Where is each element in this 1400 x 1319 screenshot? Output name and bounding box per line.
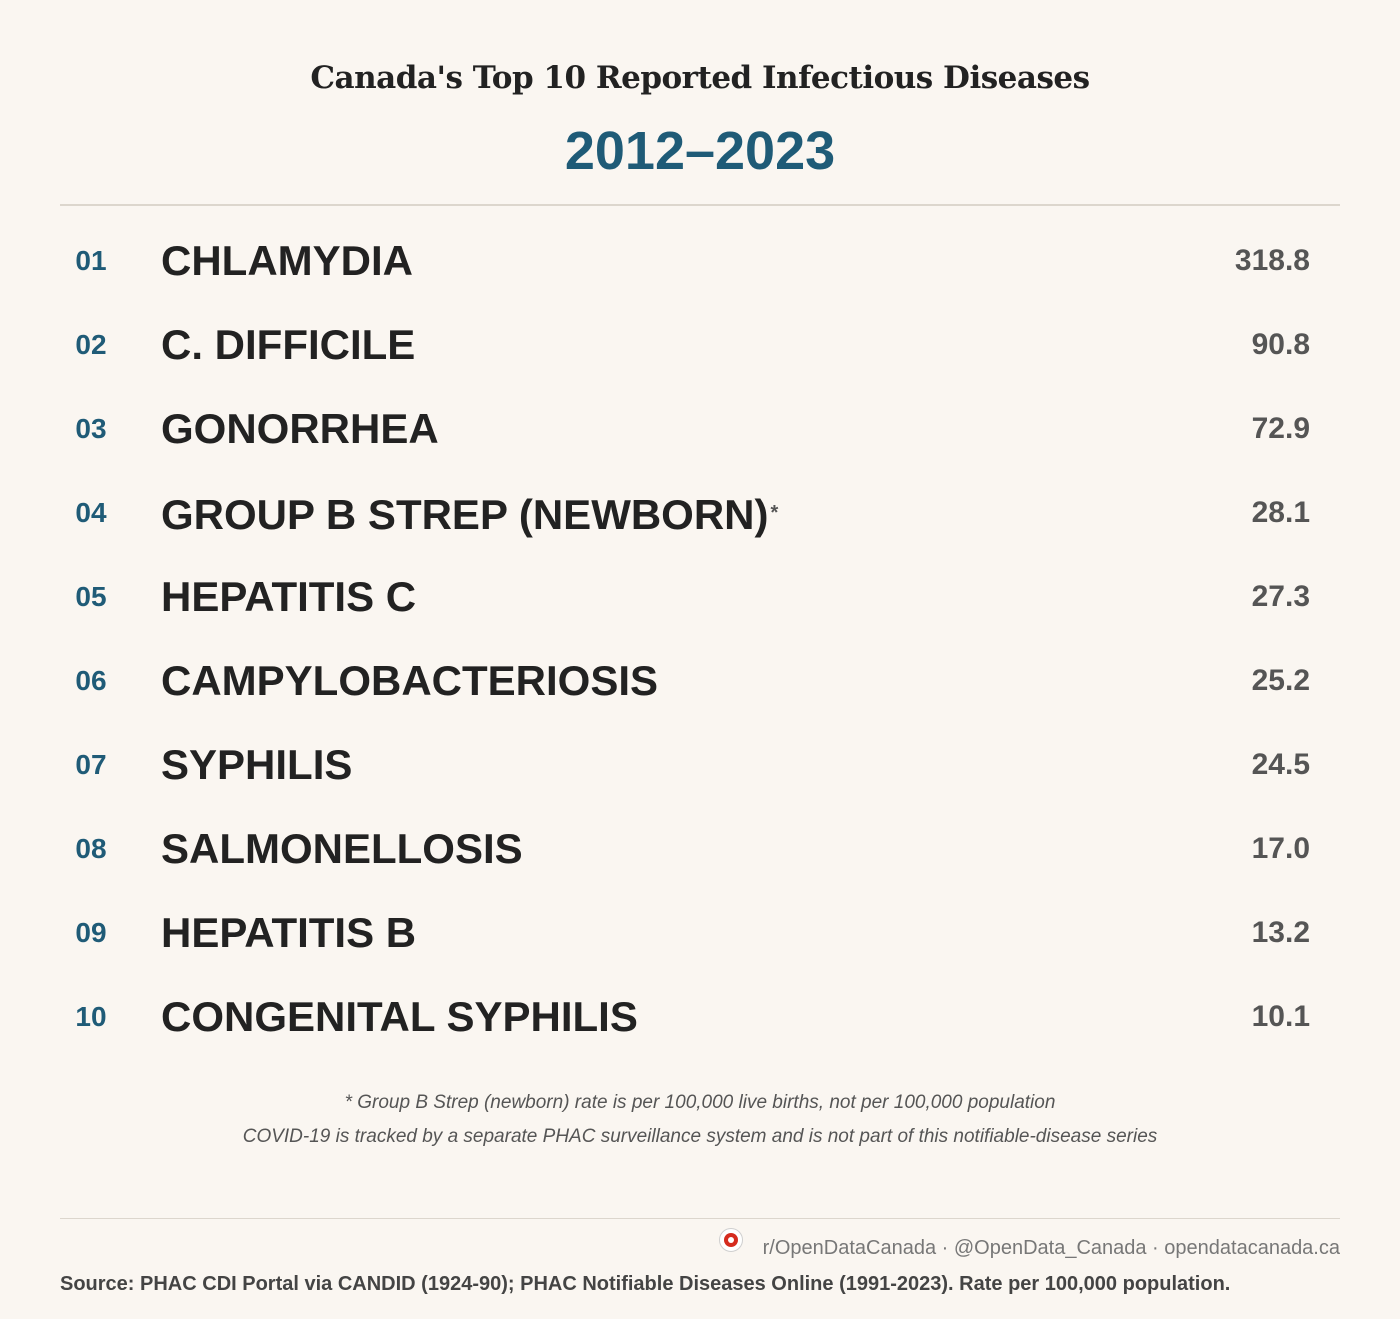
rank-number: 04 xyxy=(75,497,107,528)
table-row xyxy=(0,975,1400,1059)
rank-number: 03 xyxy=(75,413,107,444)
source-line: Source: PHAC CDI Portal via CANDID (1924-90); PHAC Notifiable Diseases Online (1991-2023). Rate per 100,000 population. xyxy=(60,1273,1231,1295)
disease-name-text: SALMONELLOSIS xyxy=(161,825,523,872)
disease-name xyxy=(161,471,778,555)
rate-value: 17.0 xyxy=(1251,832,1310,865)
rank-number: 10 xyxy=(75,1001,107,1032)
rank-number: 09 xyxy=(75,917,107,948)
rank-number: 06 xyxy=(75,665,107,696)
footnote-group-b-strep: * Group B Strep (newborn) rate is per 100,000 live births, not per 100,000 population xyxy=(344,1092,1056,1113)
table-row xyxy=(0,723,1400,807)
disease-name-text: CHLAMYDIA xyxy=(161,237,413,284)
rate-value: 318.8 xyxy=(1234,244,1310,277)
disease-name xyxy=(161,807,523,891)
chart-title: Canada's Top 10 Reported Infectious Diseases xyxy=(310,60,1090,96)
disease-name xyxy=(161,387,439,471)
table-row xyxy=(0,555,1400,639)
disease-name-text: SYPHILIS xyxy=(161,741,353,788)
disease-name-text: CAMPYLOBACTERIOSIS xyxy=(161,657,659,704)
rank-number: 05 xyxy=(75,581,107,612)
disease-name xyxy=(161,639,658,723)
rate-value: 13.2 xyxy=(1251,916,1310,949)
footnote-marker: * xyxy=(770,502,779,524)
disease-name-text: CONGENITAL SYPHILIS xyxy=(161,993,638,1040)
disease-name-text: C. DIFFICILE xyxy=(161,321,416,368)
credits-text: r/OpenDataCanada · @OpenData_Canada · opendatacanada.ca xyxy=(762,1236,1340,1259)
rate-value: 10.1 xyxy=(1251,1000,1310,1033)
table-row xyxy=(0,471,1400,555)
rate-value: 25.2 xyxy=(1251,664,1310,697)
table-row xyxy=(0,639,1400,723)
disease-name xyxy=(161,723,352,807)
canada-maple-logo-icon xyxy=(719,1228,743,1252)
disease-name xyxy=(161,219,413,303)
rate-value: 72.9 xyxy=(1251,412,1310,445)
disease-name xyxy=(161,975,638,1059)
footnote-covid: COVID-19 is tracked by a separate PHAC surveillance system and is not part of this notifiable-disease series xyxy=(242,1126,1158,1147)
disease-name-text: GROUP B STREP (NEWBORN) xyxy=(161,491,769,538)
disease-name-text: HEPATITIS C xyxy=(161,573,417,620)
rank-number: 08 xyxy=(75,833,107,864)
rate-value: 90.8 xyxy=(1251,328,1310,361)
bottom-divider xyxy=(60,1218,1340,1219)
disease-name xyxy=(161,303,415,387)
rank-number: 02 xyxy=(75,329,107,360)
table-row xyxy=(0,807,1400,891)
disease-name xyxy=(161,891,416,975)
rate-value: 28.1 xyxy=(1251,496,1310,529)
rank-number: 01 xyxy=(75,245,107,276)
chart-subtitle-years: 2012–2023 xyxy=(564,121,836,181)
rate-value: 24.5 xyxy=(1251,748,1310,781)
table-row xyxy=(0,387,1400,471)
disease-name-text: HEPATITIS B xyxy=(161,909,417,956)
rate-value: 27.3 xyxy=(1251,580,1310,613)
rank-number: 07 xyxy=(75,749,107,780)
table-row xyxy=(0,219,1400,303)
table-row xyxy=(0,303,1400,387)
credits-line xyxy=(719,1236,1340,1260)
table-row xyxy=(0,891,1400,975)
disease-name xyxy=(161,555,416,639)
top-divider xyxy=(60,204,1340,206)
disease-name-text: GONORRHEA xyxy=(161,405,439,452)
